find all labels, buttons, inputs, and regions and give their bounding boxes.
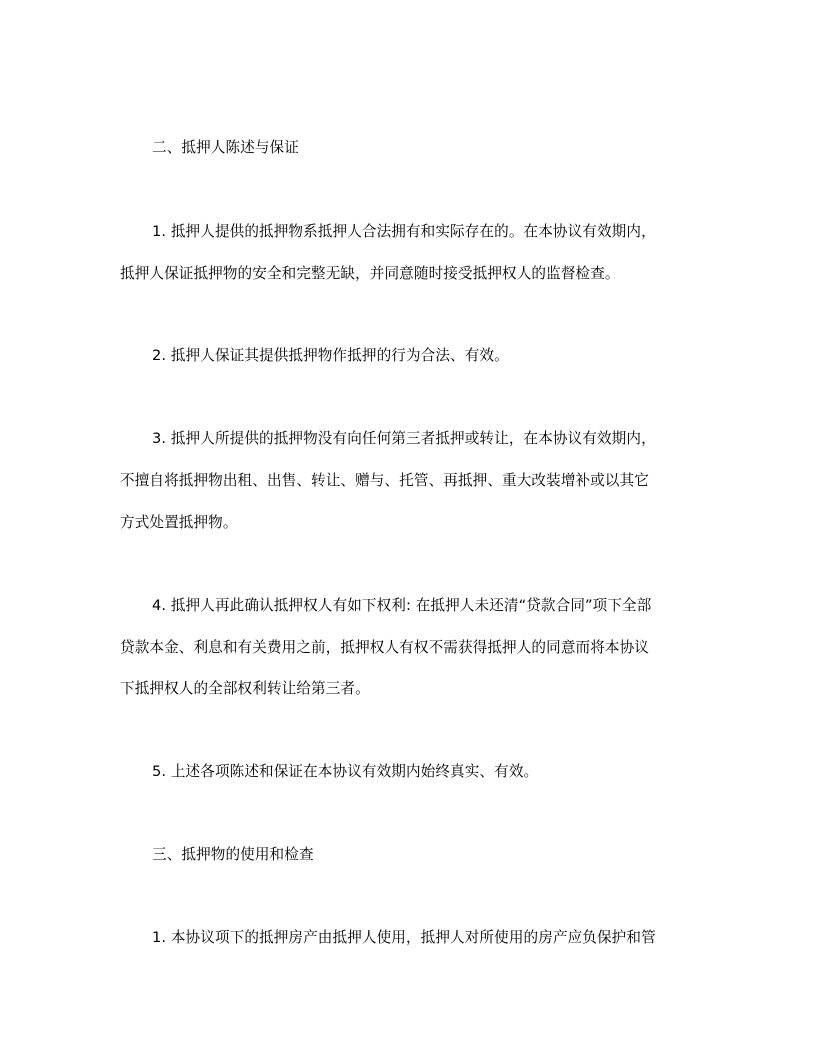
- paragraph-line: 贷款本金、利息和有关费用之前，抵押权人有权不需获得抵押人的同意而将本协议: [120, 639, 649, 656]
- paragraph-line: 4. 抵押人再此确认抵押权人有如下权利: 在抵押人未还清“贷款合同”项下全部: [152, 597, 652, 614]
- paragraph-line: 1. 抵押人提供的抵押物系抵押人合法拥有和实际存在的。在本协议有效期内，: [152, 223, 656, 240]
- paragraph-line: 1. 本协议项下的抵押房产由抵押人使用，抵押人对所使用的房产应负保护和管: [152, 929, 656, 946]
- paragraph-line: 2. 抵押人保证其提供抵押物作抵押的行为合法、有效。: [152, 347, 509, 364]
- section-heading: 三、抵押物的使用和检查: [152, 846, 314, 863]
- section-heading: 二、抵押人陈述与保证: [152, 139, 299, 156]
- paragraph-line: 下抵押权人的全部权利转让给第三者。: [120, 680, 370, 697]
- paragraph-line: 3. 抵押人所提供的抵押物没有向任何第三者抵押或转让，在本协议有效期内，: [152, 430, 656, 447]
- paragraph-line: 方式处置抵押物。: [120, 514, 238, 531]
- paragraph-line: 5. 上述各项陈述和保证在本协议有效期内始终真实、有效。: [152, 763, 539, 780]
- paragraph-line: 抵押人保证抵押物的安全和完整无缺，并同意随时接受抵押权人的监督检查。: [120, 265, 620, 282]
- paragraph-line: 不擅自将抵押物出租、出售、转让、赠与、托管、再抵押、重大改装增补或以其它: [120, 472, 649, 489]
